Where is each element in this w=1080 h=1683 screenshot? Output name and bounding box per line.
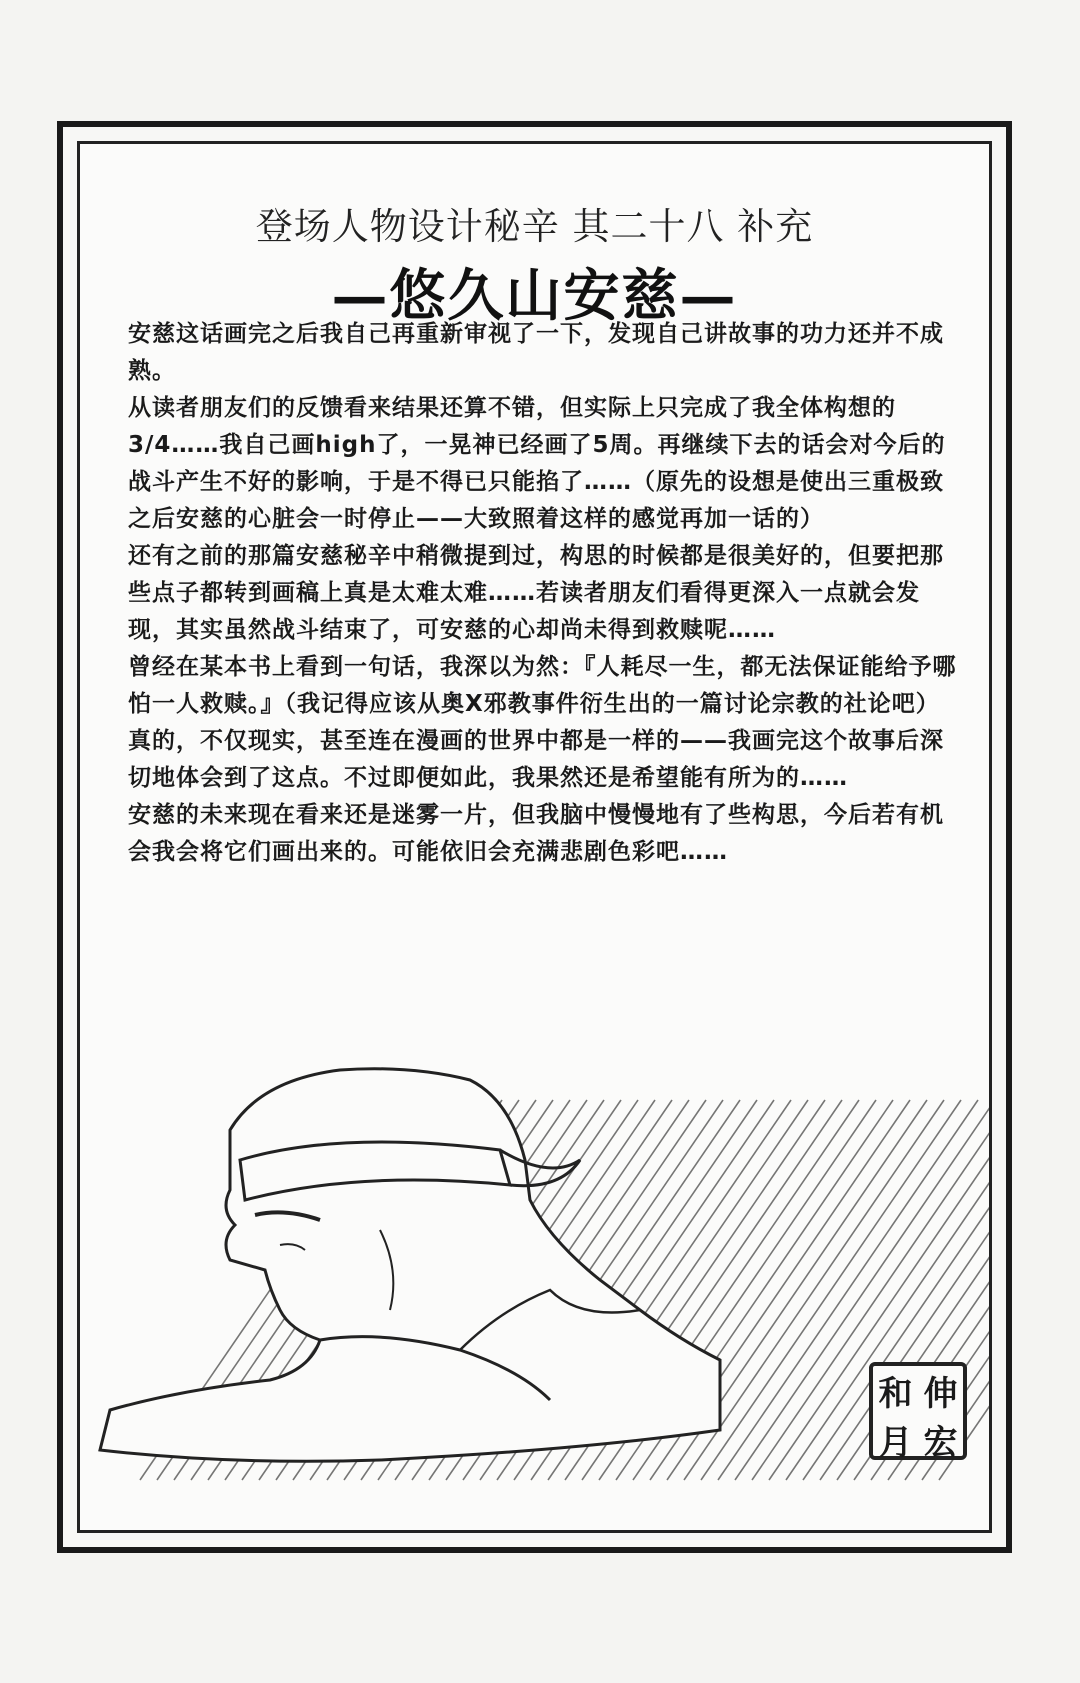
paragraph: 从读者朋友们的反馈看来结果还算不错，但实际上只完成了我全体构想的3/4……我自己画high了，一晃神已经画了5周。再继续下去的话会对今后的战斗产生不好的影响，于是不得已只能掐了……（原先的设想是使出三重极致之后安慈的心脏会一时停止——大致照着这样的感觉再加一话的）: [128, 395, 946, 532]
paragraph: 安慈的未来现在看来还是迷雾一片，但我脑中慢慢地有了些构思，今后若有机会我会将它们画出来的。可能依旧会充满悲剧色彩吧……: [128, 802, 944, 865]
page-outer-border: [57, 121, 1012, 1553]
paragraph: 还有之前的那篇安慈秘辛中稍微提到过，构思的时候都是很美好的，但要把那些点子都转到画稿上真是太难太难……若读者朋友们看得更深入一点就会发现，其实虽然战斗结束了，可安慈的心却尚未得到救赎呢……: [128, 543, 944, 643]
section-subtitle: 登场人物设计秘辛 其二十八 补充: [255, 205, 814, 248]
character-title: —悠久山安慈—: [331, 263, 738, 329]
seal-char: 和: [878, 1374, 913, 1414]
seal-char: 宏: [923, 1423, 958, 1463]
seal-char: 伸: [923, 1374, 958, 1414]
paragraph: 曾经在某本书上看到一句话，我深以为然：『人耗尽一生，都无法保证能给予哪怕一人救赎。』（我记得应该从奥X邪教事件衍生出的一篇讨论宗教的社论吧）真的，不仅现实，甚至连在漫画的世界中都是一样的——我画完这个故事后深切地体会到了这点。不过即便如此，我果然还是希望能有所为的……: [128, 654, 957, 791]
body-text: [128, 316, 957, 871]
page-inner-border: [77, 141, 992, 1533]
paragraph: 安慈这话画完之后我自己再重新审视了一下，发现自己讲故事的功力还并不成熟。: [128, 321, 944, 384]
character-sketch-illustration: [80, 1010, 992, 1530]
seal-char: 月: [878, 1423, 913, 1463]
artist-seal: [869, 1362, 967, 1463]
